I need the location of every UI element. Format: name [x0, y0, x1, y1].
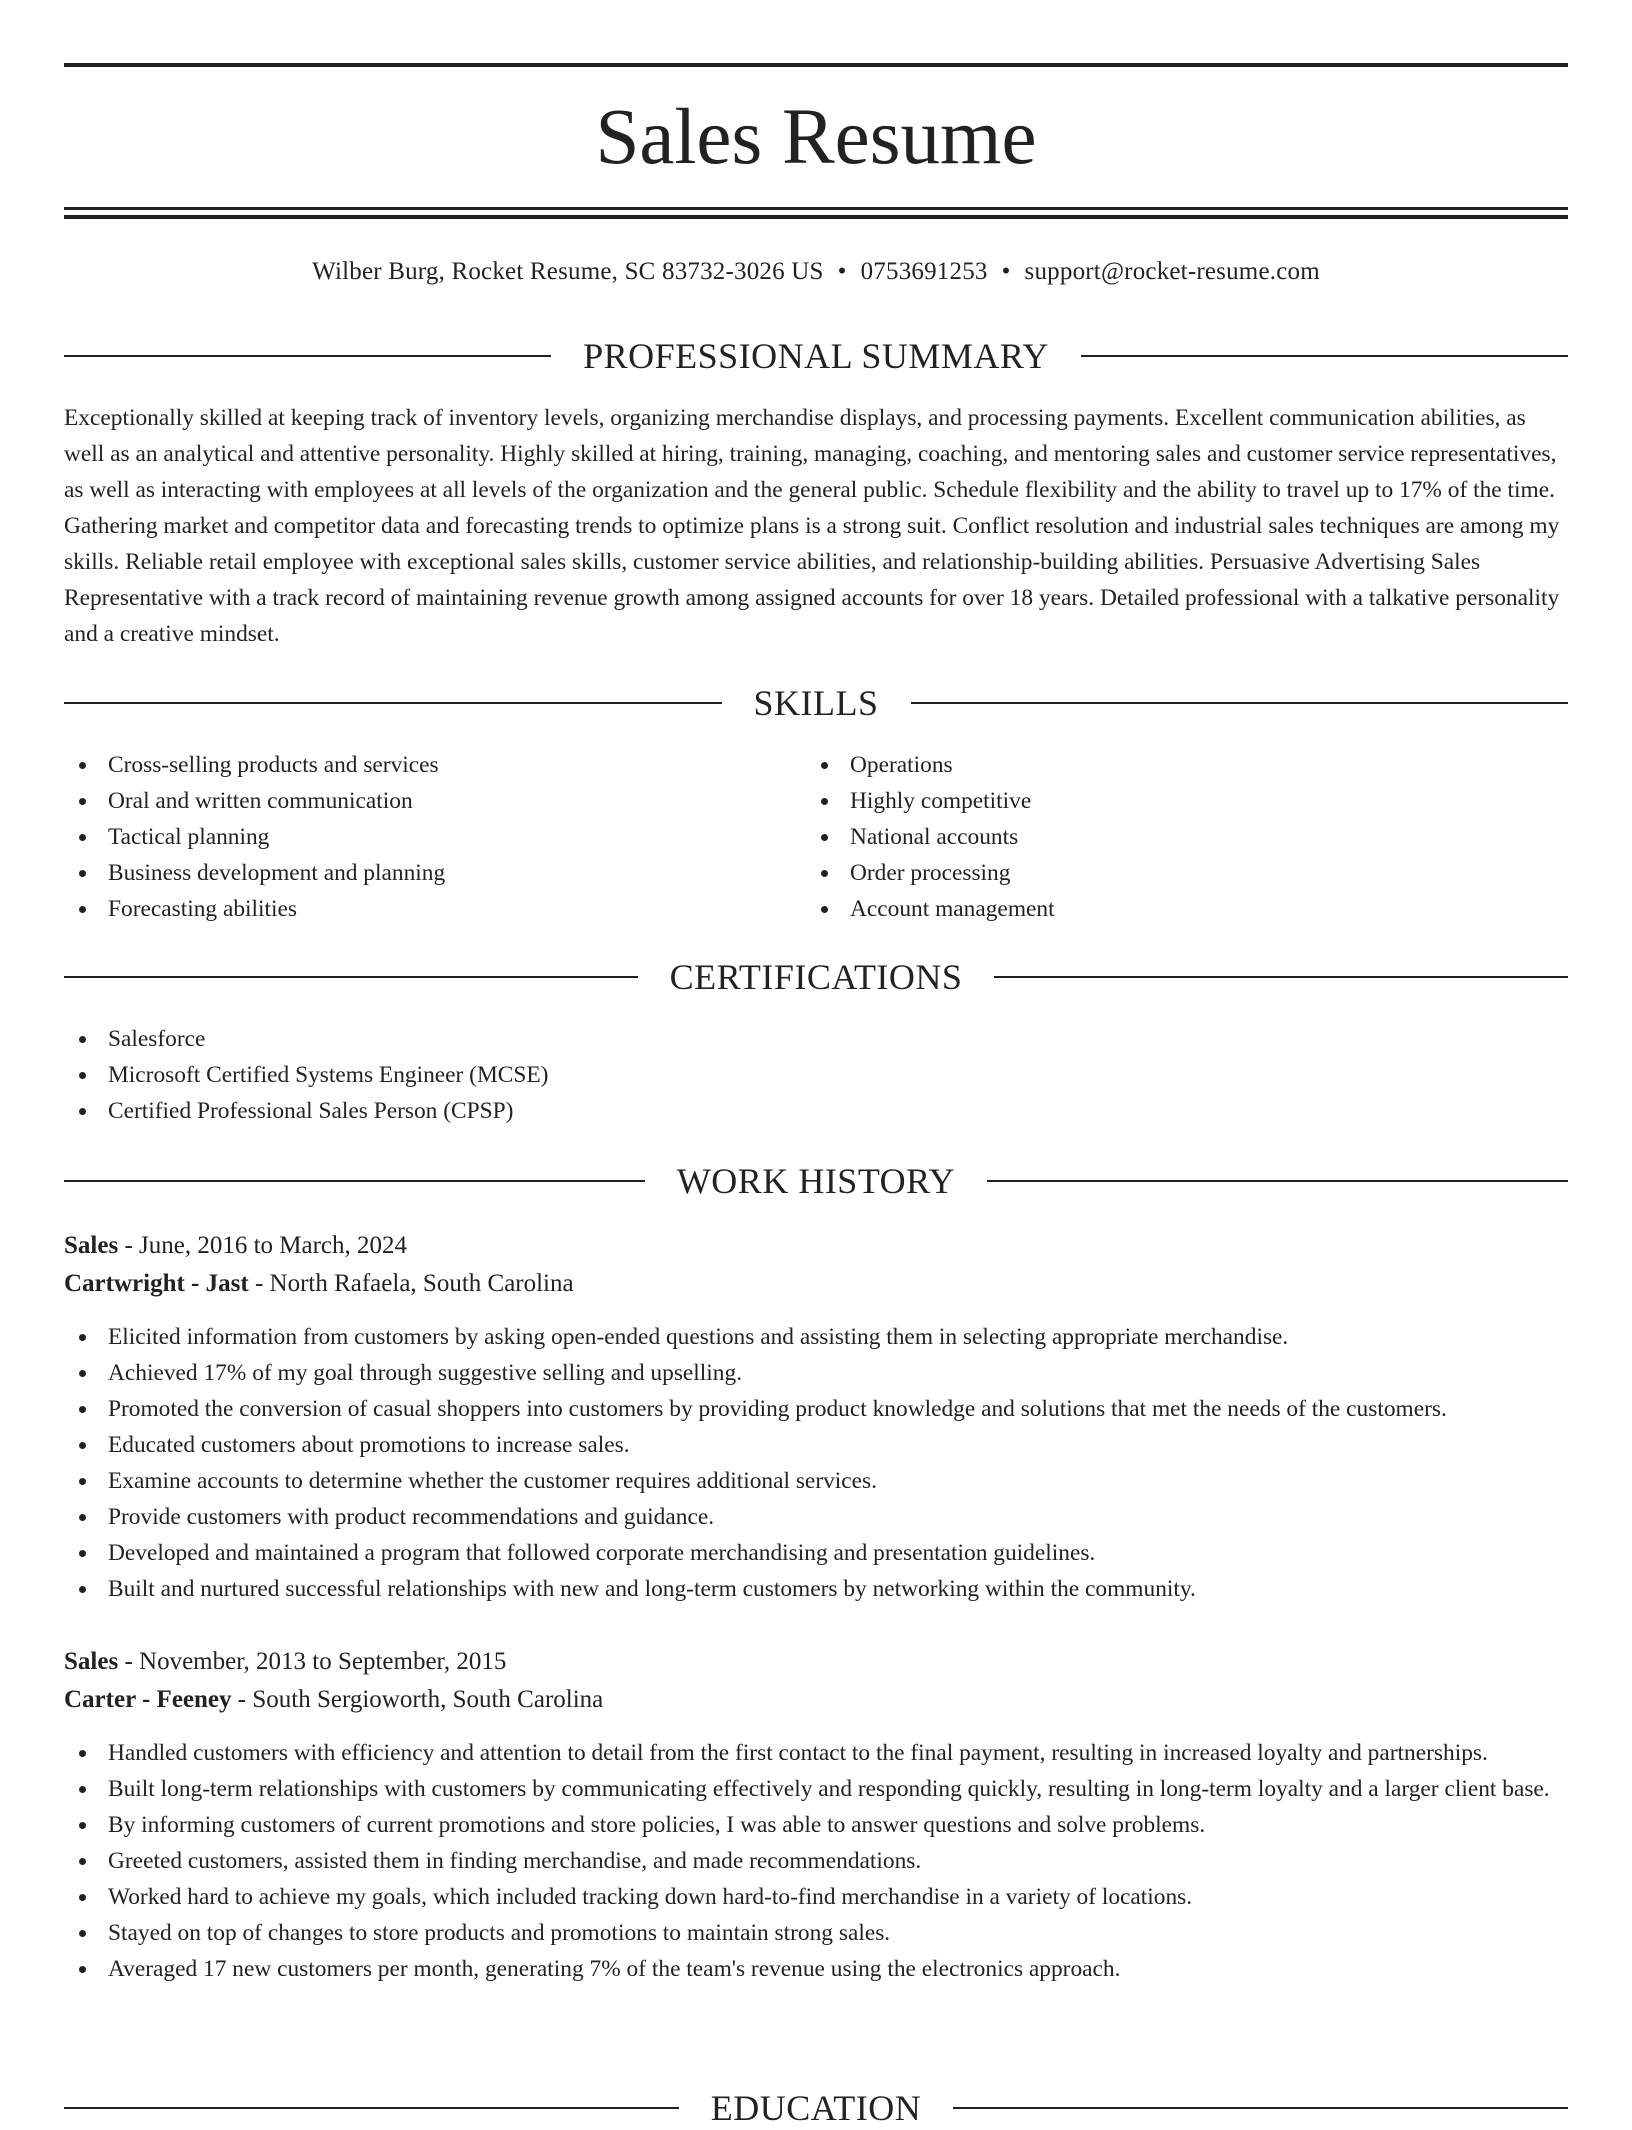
job-bullet: Averaged 17 new customers per month, generating 7% of the team's revenue using the electronics approach.	[64, 1951, 1568, 1987]
skill-item: Account management	[806, 891, 1506, 927]
contact-separator: •	[1001, 258, 1011, 285]
skill-item: National accounts	[806, 819, 1506, 855]
job-entry	[64, 1227, 1568, 1607]
job-bullet: Stayed on top of changes to store products and promotions to maintain strong sales.	[64, 1915, 1568, 1951]
job-bullet: Examine accounts to determine whether the customer requires additional services.	[64, 1463, 1568, 1499]
section-heading-education	[64, 2086, 1568, 2130]
summary-paragraph: Exceptionally skilled at keeping track of inventory levels, organizing merchandise displays, and processing payments. Excellent communication abilities, as well as an analytical and attentive personality. Highly skilled at hiring, training, managing, coaching, and mentoring sales and customer service representatives, as well as interacting with employees at all levels of the organization and the general public. Schedule flexibility and the ability to travel up to 17% of the time. Gathering market and competitor data and forecasting trends to optimize plans is a strong suit. Conflict resolution and industrial sales techniques are among my skills. Reliable retail employee with exceptional sales skills, customer service abilities, and relationship-building abilities. Persuasive Advertising Sales Representative with a track record of maintaining revenue growth among assigned accounts for over 18 years. Detailed professional with a talkative personality and a creative mindset.	[64, 405, 1560, 647]
job-dates: - June, 2016 to March, 2024	[118, 1232, 408, 1259]
contact-phone: 0753691253	[860, 258, 988, 285]
section-title: CERTIFICATIONS	[669, 957, 963, 997]
section-title: SKILLS	[753, 683, 879, 723]
job-bullets	[64, 1735, 1568, 1987]
top-rule	[64, 63, 1568, 67]
job-bullet: Greeted customers, assisted them in finding merchandise, and made recommendations.	[64, 1843, 1568, 1879]
heading-rule-right	[1081, 355, 1568, 357]
job-title-line	[64, 1643, 1568, 1681]
heading-rule-left	[64, 702, 722, 704]
job-company-line	[64, 1681, 1568, 1719]
section-title: WORK HISTORY	[676, 1161, 956, 1201]
job-bullet: By informing customers of current promotions and store policies, I was able to answer questions and solve problems.	[64, 1807, 1568, 1843]
section-title: PROFESSIONAL SUMMARY	[583, 336, 1049, 376]
heading-rule-right	[953, 2107, 1568, 2109]
skill-item: Tactical planning	[64, 819, 764, 855]
job-title: Sales	[64, 1232, 119, 1259]
skill-item: Highly competitive	[806, 783, 1506, 819]
job-title-line	[64, 1227, 1568, 1265]
job-bullet: Achieved 17% of my goal through suggestive selling and upselling.	[64, 1355, 1568, 1391]
job-entry	[64, 1643, 1568, 1987]
job-company-line	[64, 1265, 1568, 1303]
job-location: - North Rafaela, South Carolina	[248, 1270, 574, 1297]
skill-item: Oral and written communication	[64, 783, 764, 819]
resume-title: Sales Resume	[595, 94, 1037, 181]
skill-item: Order processing	[806, 855, 1506, 891]
section-heading-skills	[64, 681, 1568, 725]
title-rule-lower	[64, 215, 1568, 219]
heading-rule-right	[911, 702, 1569, 704]
job-bullet: Developed and maintained a program that followed corporate merchandising and presentation guidelines.	[64, 1535, 1568, 1571]
contact-separator: •	[837, 258, 847, 285]
section-heading-certifications	[64, 955, 1568, 999]
heading-rule-right	[987, 1180, 1568, 1182]
section-heading-work-history	[64, 1159, 1568, 1203]
job-company: Cartwright - Jast	[64, 1270, 249, 1297]
job-bullet: Built and nurtured successful relationships with new and long-term customers by networking within the community.	[64, 1571, 1568, 1607]
certification-item: Microsoft Certified Systems Engineer (MCSE)	[64, 1057, 1568, 1093]
job-bullet: Worked hard to achieve my goals, which included tracking down hard-to-find merchandise in a variety of locations.	[64, 1879, 1568, 1915]
skills-list-left	[64, 747, 764, 927]
job-title: Sales	[64, 1648, 119, 1675]
heading-rule-left	[64, 1180, 645, 1182]
job-dates: - November, 2013 to September, 2015	[118, 1648, 507, 1675]
skill-item: Forecasting abilities	[64, 891, 764, 927]
certification-item: Salesforce	[64, 1021, 1568, 1057]
heading-rule-left	[64, 976, 638, 978]
job-bullet: Educated customers about promotions to increase sales.	[64, 1427, 1568, 1463]
certification-item: Certified Professional Sales Person (CPSP)	[64, 1093, 1568, 1129]
heading-rule-left	[64, 2107, 679, 2109]
job-bullet: Provide customers with product recommendations and guidance.	[64, 1499, 1568, 1535]
title-rule-upper	[64, 207, 1568, 210]
contact-line	[64, 254, 1568, 290]
section-title: EDUCATION	[710, 2088, 922, 2128]
job-bullet: Elicited information from customers by asking open-ended questions and assisting them in selecting appropriate merchandise.	[64, 1319, 1568, 1355]
section-heading-summary	[64, 334, 1568, 378]
contact-email: support@rocket-resume.com	[1024, 258, 1320, 285]
job-bullets	[64, 1319, 1568, 1607]
certifications-list	[64, 1021, 1568, 1129]
skill-item: Business development and planning	[64, 855, 764, 891]
job-bullet: Promoted the conversion of casual shoppers into customers by providing product knowledge and solutions that met the needs of the customers.	[64, 1391, 1568, 1427]
job-bullet: Built long-term relationships with customers by communicating effectively and responding quickly, resulting in long-term loyalty and a larger client base.	[64, 1771, 1568, 1807]
contact-address: Wilber Burg, Rocket Resume, SC 83732-3026 US	[312, 258, 824, 285]
skill-item: Cross-selling products and services	[64, 747, 764, 783]
job-location: - South Sergioworth, South Carolina	[231, 1686, 604, 1713]
skills-list-right	[806, 747, 1506, 927]
heading-rule-left	[64, 355, 551, 357]
skill-item: Operations	[806, 747, 1506, 783]
heading-rule-right	[994, 976, 1568, 978]
job-bullet: Handled customers with efficiency and attention to detail from the first contact to the final payment, resulting in increased loyalty and partnerships.	[64, 1735, 1568, 1771]
job-company: Carter - Feeney	[64, 1686, 232, 1713]
